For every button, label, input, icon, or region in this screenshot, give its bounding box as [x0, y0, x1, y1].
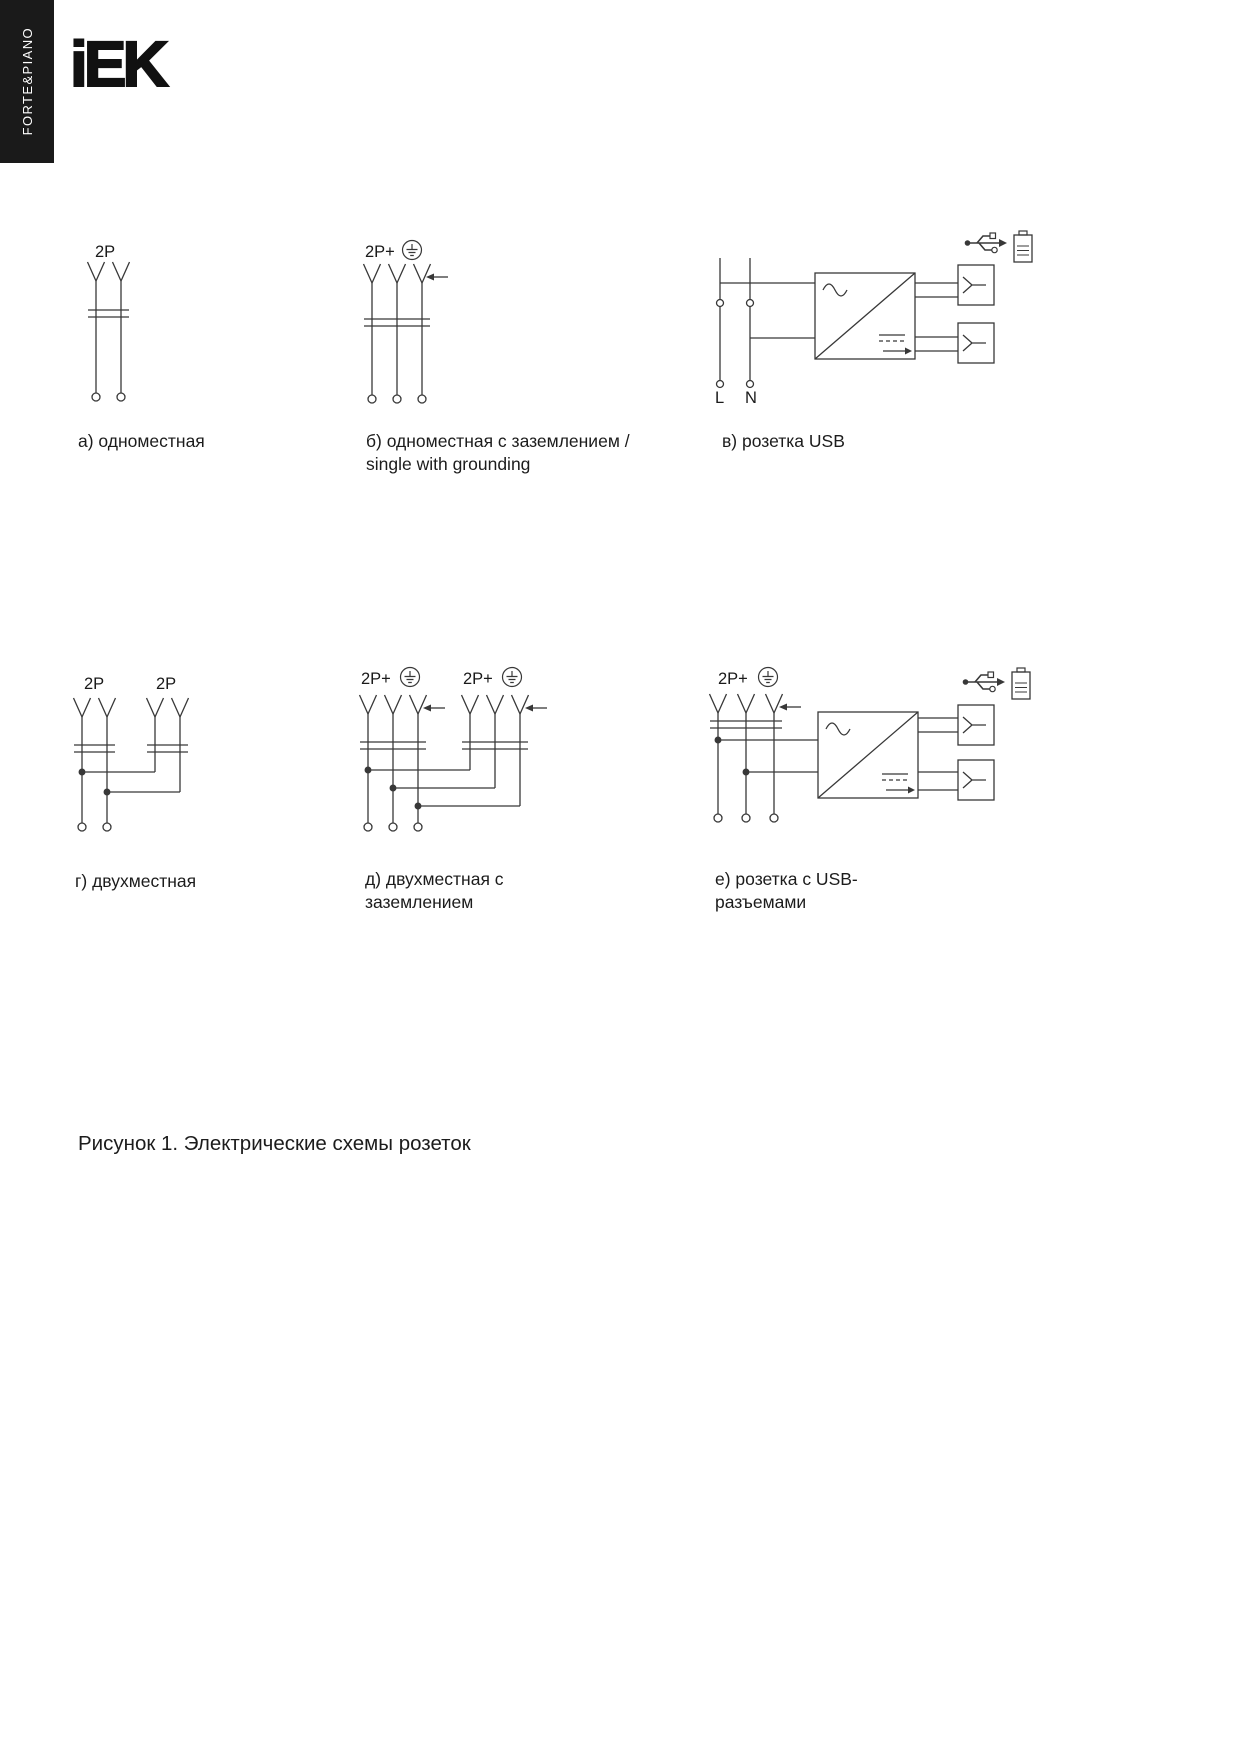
- pole-label: 2P: [156, 675, 177, 693]
- figure-d-caption: [365, 868, 504, 914]
- contact-fork-icon: [74, 698, 91, 717]
- neutral-label: N: [745, 389, 757, 407]
- figure-b-grounded-socket-diagram: [360, 235, 460, 420]
- brand-vertical-text: FORTE&PIANO: [19, 27, 35, 136]
- brand-bar: [0, 0, 54, 163]
- figure-caption: Рисунок 1. Электрические схемы розеток: [78, 1132, 471, 1155]
- junction-dot: [415, 803, 421, 809]
- double-grounded-socket-schematic: [360, 668, 548, 832]
- usb-icon: [965, 233, 1007, 253]
- terminal-circle: [770, 814, 778, 822]
- junction-dot: [390, 785, 396, 791]
- figure-d-double-grounded-socket-diagram: [355, 660, 555, 845]
- acdc-converter-box: [815, 273, 915, 359]
- contact-fork-icon: [766, 694, 783, 713]
- terminal-circle: [714, 814, 722, 822]
- contact-fork-icon: [385, 695, 402, 714]
- junction-dot: [79, 769, 85, 775]
- caption-line: е) розетка с USB-: [715, 869, 858, 889]
- contact-fork-icon: [710, 694, 727, 713]
- pole-label: 2P: [95, 243, 116, 261]
- contact-fork-icon: [88, 262, 105, 281]
- terminal-circle: [117, 393, 125, 401]
- terminal-circle: [418, 395, 426, 403]
- terminal-circle: [364, 823, 372, 831]
- grounding-icon: [401, 668, 420, 687]
- ground-contact-arrow-icon: [525, 705, 547, 712]
- pole-label: 2P+: [361, 670, 391, 688]
- contact-fork-icon: [172, 698, 189, 717]
- contact-fork-icon: [414, 264, 431, 283]
- caption-line: заземлением: [365, 892, 474, 912]
- figure-b-caption: [366, 430, 630, 476]
- terminal-circle: [389, 823, 397, 831]
- figure-e-usb-grounded-socket-diagram: [700, 660, 1040, 845]
- terminal-circle: [717, 300, 724, 307]
- grounded-socket-schematic: [364, 241, 449, 404]
- terminal-circle: [742, 814, 750, 822]
- terminal-circle: [92, 393, 100, 401]
- contact-fork-icon: [147, 698, 164, 717]
- figure-a-single-socket-diagram: [75, 235, 145, 410]
- pole-label: 2P+: [718, 670, 748, 688]
- figure-g-double-socket-diagram: [70, 665, 210, 845]
- contact-fork-icon: [738, 694, 755, 713]
- battery-icon: [1014, 231, 1032, 262]
- pole-label: 2P: [84, 675, 105, 693]
- figure-v-usb-socket-diagram: [700, 225, 1040, 410]
- contact-fork-icon: [410, 695, 427, 714]
- double-socket-schematic: [74, 698, 189, 831]
- contact-fork-icon: [364, 264, 381, 283]
- single-socket-schematic: [88, 262, 130, 401]
- ground-contact-arrow-icon: [426, 274, 448, 281]
- junction-dot: [365, 767, 371, 773]
- contact-fork-icon: [462, 695, 479, 714]
- usb-icon: [963, 672, 1005, 692]
- ground-contact-arrow-icon: [423, 705, 445, 712]
- caption-line: разъемами: [715, 892, 807, 912]
- terminal-circle: [393, 395, 401, 403]
- terminal-circle: [717, 381, 724, 388]
- caption-line: д) двухместная с: [365, 869, 504, 889]
- terminal-circle: [747, 300, 754, 307]
- line-label: L: [715, 389, 725, 407]
- figure-a-caption: а) одноместная: [78, 431, 205, 451]
- contact-fork-icon: [512, 695, 529, 714]
- iek-logo: iEK: [70, 28, 165, 100]
- caption-line: б) одноместная с заземлением /: [366, 431, 630, 451]
- figure-e-caption: [715, 868, 858, 914]
- usb-port-icon: [958, 323, 994, 363]
- usb-port-icon: [958, 760, 994, 800]
- usb-socket-schematic: [717, 231, 1033, 388]
- grounding-icon: [503, 668, 522, 687]
- ground-contact-arrow-icon: [779, 704, 801, 711]
- acdc-converter-box: [818, 712, 918, 798]
- junction-dot: [104, 789, 110, 795]
- contact-fork-icon: [99, 698, 116, 717]
- pole-label: 2P+: [365, 243, 395, 261]
- figure-v-caption: в) розетка USB: [722, 431, 845, 451]
- usb-port-icon: [958, 705, 994, 745]
- battery-icon: [1012, 668, 1030, 699]
- caption-line: single with grounding: [366, 454, 531, 474]
- terminal-circle: [368, 395, 376, 403]
- terminal-circle: [414, 823, 422, 831]
- contact-fork-icon: [389, 264, 406, 283]
- figure-g-caption: г) двухместная: [75, 871, 197, 891]
- grounding-icon: [759, 668, 778, 687]
- usb-grounded-socket-schematic: [710, 668, 1031, 823]
- grounding-icon: [403, 241, 422, 260]
- pole-label: 2P+: [463, 670, 493, 688]
- contact-fork-icon: [360, 695, 377, 714]
- terminal-circle: [747, 381, 754, 388]
- contact-fork-icon: [487, 695, 504, 714]
- usb-port-icon: [958, 265, 994, 305]
- terminal-circle: [103, 823, 111, 831]
- terminal-circle: [78, 823, 86, 831]
- contact-fork-icon: [113, 262, 130, 281]
